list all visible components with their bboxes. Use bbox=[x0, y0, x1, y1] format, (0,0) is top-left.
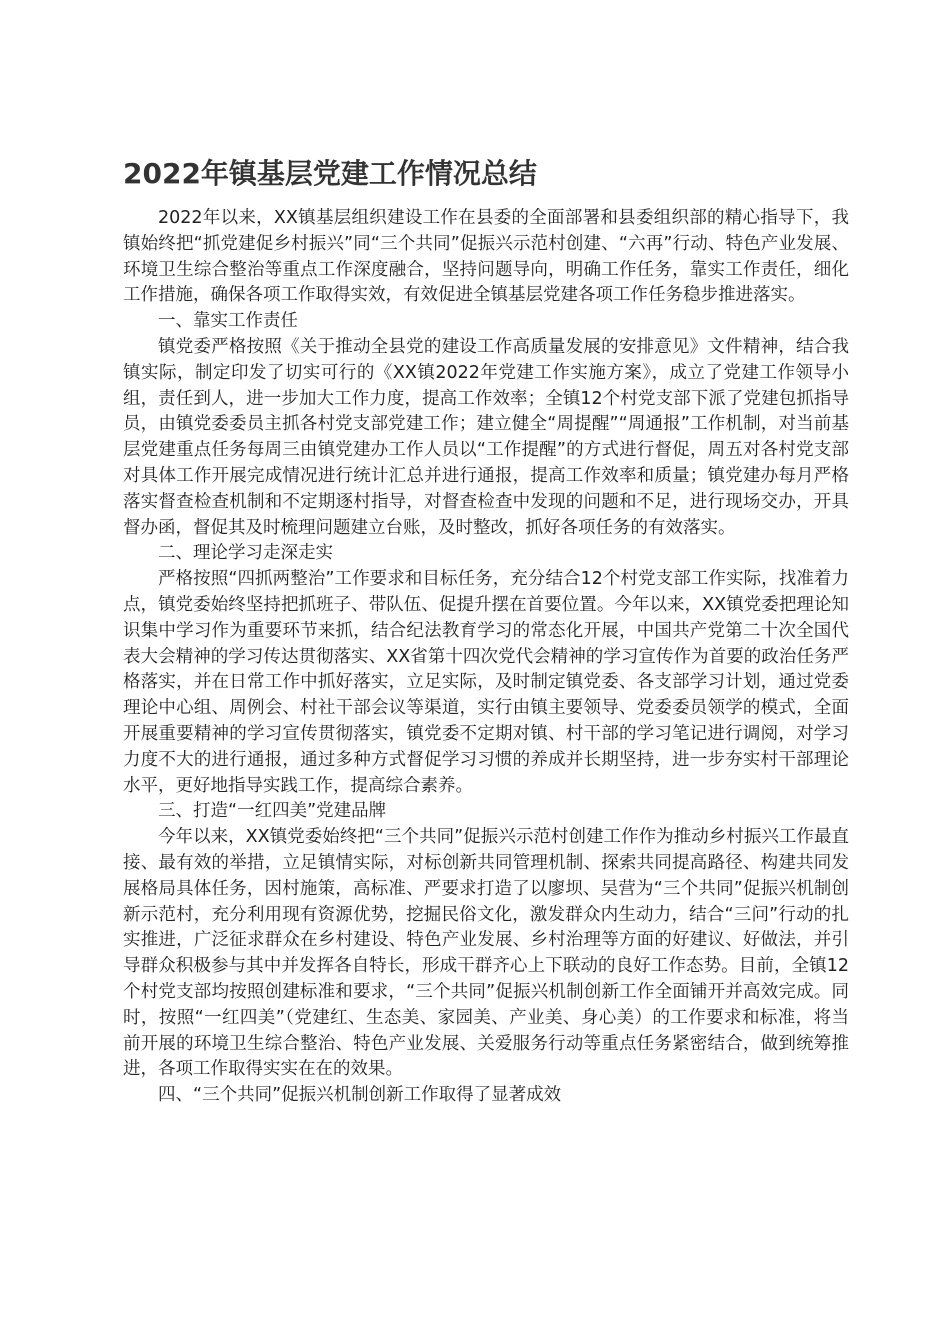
document-body bbox=[123, 206, 849, 1109]
intro-paragraph: 2022年以来，XX镇基层组织建设工作在县委的全面部署和县委组织部的精心指导下，我镇始终把“抓党建促乡村振兴”同“三个共同”促振兴示范村创建、“六再”行动、特色产业发展、环境卫生综合整治等重点工作深度融合，坚持问题导向，明确工作任务，靠实工作责任，细化工作措施，确保各项工作取得实效，有效促进全镇基层党建各项工作任务稳步推进落实。 bbox=[123, 208, 849, 306]
section-body-3: 今年以来，XX镇党委始终把“三个共同”促振兴示范村创建工作作为推动乡村振兴工作最直接、最有效的举措，立足镇情实际，对标创新共同管理机制、探索共同提高路径、构建共同发展格局具体任务，因村施策，高标准、严要求打造了以廖坝、吴营为“三个共同”促振兴机制创新示范村，充分利用现有资源优势，挖掘民俗文化，激发群众内生动力，结合“三问”行动的扎实推进，广泛征求群众在乡村建设、特色产业发展、乡村治理等方面的好建议、好做法，并引导群众积极参与其中并发挥各自特长，形成干群齐心上下联动的良好工作态势。目前，全镇12个村党支部均按照创建标准和要求，“三个共同”促振兴机制创新工作全面铺开并高效完成。同时，按照“一红四美”（党建红、生态美、家园美、产业美、身心美）的工作要求和标准，将当前开展的环境卫生综合整治、特色产业发展、关爱服务行动等重点任务紧密结合，做到统筹推进，各项工作取得实实在在的效果。 bbox=[123, 827, 849, 1080]
section-body-1: 镇党委严格按照《关于推动全县党的建设工作高质量发展的安排意见》文件精神，结合我镇实际，制定印发了切实可行的《XX镇2022年党建工作实施方案》，成立了党建工作领导小组，责任到人，进一步加大工作力度，提高工作效率；全镇12个村党支部下派了党建包抓指导员，由镇党委委员主抓各村党支部党建工作；建立健全“周提醒”“周通报”工作机制，对当前基层党建重点任务每周三由镇党建办工作人员以“工作提醒”的方式进行督促，周五对各村党支部对具体工作开展完成情况进行统计汇总并进行通报，提高工作效率和质量；镇党建办每月严格落实督查检查机制和不定期逐村指导，对督查检查中发现的问题和不足，进行现场交办，开具督办函，督促其及时梳理问题建立台账，及时整改，抓好各项任务的有效落实。 bbox=[123, 336, 849, 538]
section-heading-1: 一、靠实工作责任 bbox=[158, 311, 298, 332]
section-body-2: 严格按照“四抓两整治”工作要求和目标任务，充分结合12个村党支部工作实际，找准着力点，镇党委始终坚持把抓班子、带队伍、促提升摆在首要位置。今年以来，XX镇党委把理论知识集中学习作为重要环节来抓，结合纪法教育学习的常态化开展，中国共产党第二十次全国代表大会精神的学习传达贯彻落实、XX省第十四次党代会精神的学习宣传作为首要的政治任务严格落实，并在日常工作中抓好落实，立足实际，及时制定镇党委、各支部学习计划，通过党委理论中心组、周例会、村社干部会议等渠道，实行由镇主要领导、党委委员领学的模式，全面开展重要精神的学习宣传贯彻落实，镇党委不定期对镇、村干部的学习笔记进行调阅，对学习力度不大的进行通报，通过多种方式督促学习习惯的养成并长期坚持，进一步夯实村干部理论水平，更好地指导实践工作，提高综合素养。 bbox=[123, 569, 849, 796]
section-heading-3: 三、打造“一红四美”党建品牌 bbox=[158, 801, 387, 822]
section-heading-4: 四、“三个共同”促振兴机制创新工作取得了显著成效 bbox=[158, 1085, 562, 1106]
document-title: 2022年镇基层党建工作情况总结 bbox=[123, 157, 537, 190]
section-heading-2: 二、理论学习走深走实 bbox=[158, 543, 333, 564]
